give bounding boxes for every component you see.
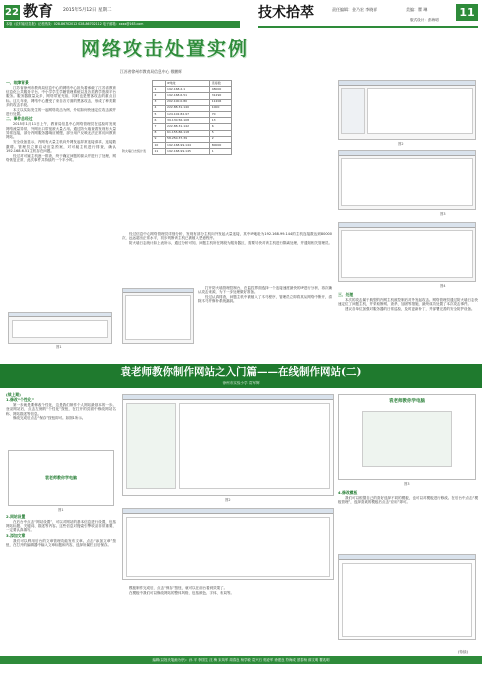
table-cell: 124.102.82.97 <box>165 111 210 117</box>
figure-3-label: 图2 <box>398 142 404 146</box>
hotline-text: 本版《农村能信息报》记者热线：028-86702012 028-86702112 电子邮箱：xxxx@163.com <box>6 22 144 26</box>
footer-text: 编辑(以姓氏笔画为序)：孙 平 李国生 沈 梅 宋凤军 周春良 杨学敏 袁兴石 郭爱军 徐建良 符海成 蔡泰杨 薛文明 瞿兆明 <box>152 658 330 662</box>
article1-middle-column <box>122 232 332 282</box>
table-cell: 61.155.86.118 <box>165 130 210 136</box>
figure-5-screenshot <box>122 288 194 344</box>
table-row <box>153 149 232 155</box>
section-heading: 2.网站设置 <box>6 514 26 519</box>
table-cell: 13 <box>210 118 232 124</box>
table-cell: 48000 <box>210 87 232 93</box>
section-heading: 4.修改模板 <box>338 490 358 495</box>
table-cell: 192.168.6.51 <box>165 93 210 99</box>
paragraph: 建议各单位加强对服务器的日常巡检，及时更新补丁，并部署完善的安全防护设备。 <box>345 307 475 312</box>
section-heading: 3.添加文章 <box>6 532 26 538</box>
footer-bar <box>0 656 482 664</box>
article2-figure-2-label: 图2 <box>225 498 231 502</box>
paragraph: 在后台中点击“网站设置”，可以对网站的基本信息进行设置，包括网站标题、关键词、描述等内容。这些信息对搜索引擎收录非常重要，一定要认真填写。 <box>6 519 116 533</box>
section-heading: 1.修改“个性化” <box>6 396 35 402</box>
paragraph: 第一步就是要修改个性化，这是我们制作个人网站最基本的一步。登录网站后，点击左侧的“个性化”按钮，在打开的页面中修改网站名称、网站描述等信息。 <box>6 402 116 416</box>
table-cell: 5 <box>153 111 166 117</box>
table-cell: 1 <box>210 149 232 155</box>
paragraph: 模板制作完成后，点击“保存”按钮，就可以在前台看到效果了。 <box>129 586 228 590</box>
table-cell: 4 <box>153 105 166 111</box>
table-cell: 1000 <box>210 105 232 111</box>
article1-title: 网络攻击处置实例 <box>80 38 249 60</box>
section-heading: (续上期) <box>6 392 21 397</box>
page-number-right: 11 <box>456 4 478 21</box>
table-cell: 9 <box>153 136 166 142</box>
article2-figure-3-label: 图3 <box>404 482 410 486</box>
table-cell: 192.168.99.144 <box>165 142 210 148</box>
paragraph: 本次的攻击属于典型的内网主机被控制后对外发起攻击。网络管理员通过防火墙日志快速定位了问题主机，并采取断网、查杀、加固等措施，最终成功处置了本次攻击事件。 <box>338 297 478 307</box>
article2-figure-right-2 <box>338 554 476 640</box>
table-cell: 192.168.99.145 <box>165 149 210 155</box>
ip-table <box>152 80 232 155</box>
proofreader-label: 美编：瞿 琳 <box>406 7 428 12</box>
table-cell: 5 <box>210 130 232 136</box>
article2-middle-column <box>122 586 334 644</box>
figure-4-label: 图3 <box>440 212 446 216</box>
table-cell: 58.250.37.39 <box>165 136 210 142</box>
figure-1-screenshot <box>8 312 112 344</box>
article1-left-column <box>6 80 116 336</box>
paragraph: 安全设备显示，内网有大量主机向外网发起异常连接请求，连接数激增。管理员立即启动应急预案，对可疑主机进行排查，确认192.168.6.51主机存在问题。 <box>6 140 116 153</box>
article2-figure-1 <box>8 450 114 506</box>
paragraph: 经过信息中心网络管理员详细分析，发现有部分主机向外发起大量连接，其中IP地址为192.168.99.144的主机连接数达到80000次，远远超出正常水平，初步判断该主机已被植入恶意程序。 <box>122 232 332 241</box>
paragraph: 在模板中我们可以修改网站的整体风格，包括颜色、字体、布局等。 <box>129 590 234 595</box>
hotline-bar <box>4 21 240 28</box>
table-cell: 1 <box>153 87 166 93</box>
article1-byline: 江苏省徐州市教育局信息中心 敬鹏辉 <box>120 69 182 74</box>
table-cell: 6 <box>153 118 166 124</box>
section-heading: 一、故障背景 <box>6 80 29 85</box>
table-cell: 192.168.2.1 <box>165 87 210 93</box>
table-cell: 7 <box>153 124 166 130</box>
article2-figure-3 <box>122 508 334 580</box>
article2-right-column <box>338 490 478 550</box>
paragraph: 2015年1月11日上午，教育局信息中心网络管理员在巡检时发现网络流量异常，外网出口带宽被大量占用。通过防火墙查看发现有大量异常连接，部分内网服务器响应缓慢，部分用户反映无法正常访问教育网站。 <box>6 122 116 140</box>
article2-figure-right <box>338 394 476 480</box>
paragraph: 经过认真排查，问题主机中被植入了木马程序，管理员立即将其从网络中断开，清除木马并修补系统漏洞。 <box>198 295 332 304</box>
figure-caption: 袁老师教你学电脑 <box>45 475 77 480</box>
article2-left-column-2 <box>6 514 116 644</box>
article2-byline: 徐州市实验小学 袁军辉 <box>222 381 260 385</box>
figure-6-label: 图4 <box>440 284 446 288</box>
table-cell: 3 <box>153 99 166 105</box>
paragraph: 我们可以根据自己的喜好选择不同的模板，也可以对模板进行修改。在后台中点击“模板管理”，选择喜欢的模板后点击“应用”即可。 <box>338 495 478 505</box>
paragraph: 修改完成后点击“保存”按钮即可。如图1所示。 <box>13 416 86 421</box>
table-cell: 31290 <box>210 93 232 99</box>
article2-title: 袁老师教你制作网站之入门篇——在线制作网站(二) <box>120 366 362 378</box>
article1-title-box <box>60 38 270 66</box>
column-title: 技术拾萃 <box>258 5 314 21</box>
table-cell: 8 <box>153 130 166 136</box>
article1-right-column <box>338 292 478 358</box>
extra-label: 版式设计：彭海明 <box>410 18 439 22</box>
issue-date: 2015年5月12日 星期二 <box>63 8 112 13</box>
table-cell: 70 <box>210 111 232 117</box>
paragraph: 打开防火墙管理控制台，在监控界面选择一个连接速度最快的IP进行分析，再次确认攻击来源，为下一步处理做好准备。 <box>198 286 332 295</box>
article2-left-column <box>6 392 116 446</box>
table-cell: 202.100.0.80 <box>165 99 210 105</box>
editor-label: 责任编辑：金乃宏 李晓祥 <box>332 7 378 12</box>
article2-banner <box>0 364 482 388</box>
section-heading: 二、事件总经过 <box>6 116 33 122</box>
table-cell: 39.130.56.108 <box>165 118 210 124</box>
figure-caption: 袁老师教你学电脑 <box>389 399 425 404</box>
figure-1-label: 图1 <box>56 345 62 349</box>
figure-6-screenshot <box>338 222 476 282</box>
table-cell: 80000 <box>210 142 232 148</box>
page-number-left: 22 <box>5 7 19 18</box>
table-cell: IP地址 <box>165 81 210 87</box>
article2-figure-2 <box>122 394 334 496</box>
figure-3-screenshot <box>338 80 476 140</box>
to-be-continued: (待续) <box>458 650 468 654</box>
article2-figure-1-label: 图1 <box>58 508 64 512</box>
paragraph: 江苏省徐州市教育局信息中心的网络中心担负着承载了江苏省教育信息化公共服务平台、中小学学生学籍管理系统以及各类教学资源平台服务。服务器数量众多，网络带宽充裕，同时也是黑客攻击的重点目标。这几年来，网络中心遭受了来自各方面的黑客攻击，形成了种类繁多的攻击手段。 <box>6 85 116 108</box>
table-cell: 2 <box>210 136 232 142</box>
table-cell: 6 <box>210 124 232 130</box>
paragraph: 防火墙日志统计如上表所示，通过分析可知，问题主机所在网段为服务器区，需要尽快对该主机进行隔离处理，并通知相关管理员。 <box>129 241 332 246</box>
page-header <box>0 0 482 32</box>
figure-2-table-box <box>122 80 232 230</box>
section-heading: 三、处理 <box>338 292 354 297</box>
paragraph: 本文以实际发生的一起网络攻击为例，介绍如何快速定位攻击源并进行处置。 <box>6 107 116 117</box>
table-cell: 连接数 <box>210 81 232 87</box>
section-left-title: 教育 <box>23 2 54 20</box>
table-cell: 11 <box>153 149 166 155</box>
paragraph: 我们可以利用后台的文章管理功能发布文章。点击“添加文章”按钮，在打开的编辑器中输入文章标题和内容，选择所属栏目后保存。 <box>6 538 116 547</box>
table-cell: 222.88.31.142 <box>165 124 210 130</box>
table-cell: 2 <box>153 93 166 99</box>
table-caption: 防火墙日志统计表 <box>122 149 147 153</box>
figure-4-screenshot <box>338 150 476 210</box>
table-cell: 11206 <box>210 99 232 105</box>
table-cell: 10 <box>153 142 166 148</box>
paragraph: 经过对可疑主机逐一排查，终于确定问题的源头并进行了处理，网络恢复正常，此次事件共持续约一个半小时。 <box>6 153 116 163</box>
header-rule <box>258 26 478 28</box>
table-cell: 222.88.31.140 <box>165 105 210 111</box>
article1-middle-column-2 <box>198 286 332 360</box>
